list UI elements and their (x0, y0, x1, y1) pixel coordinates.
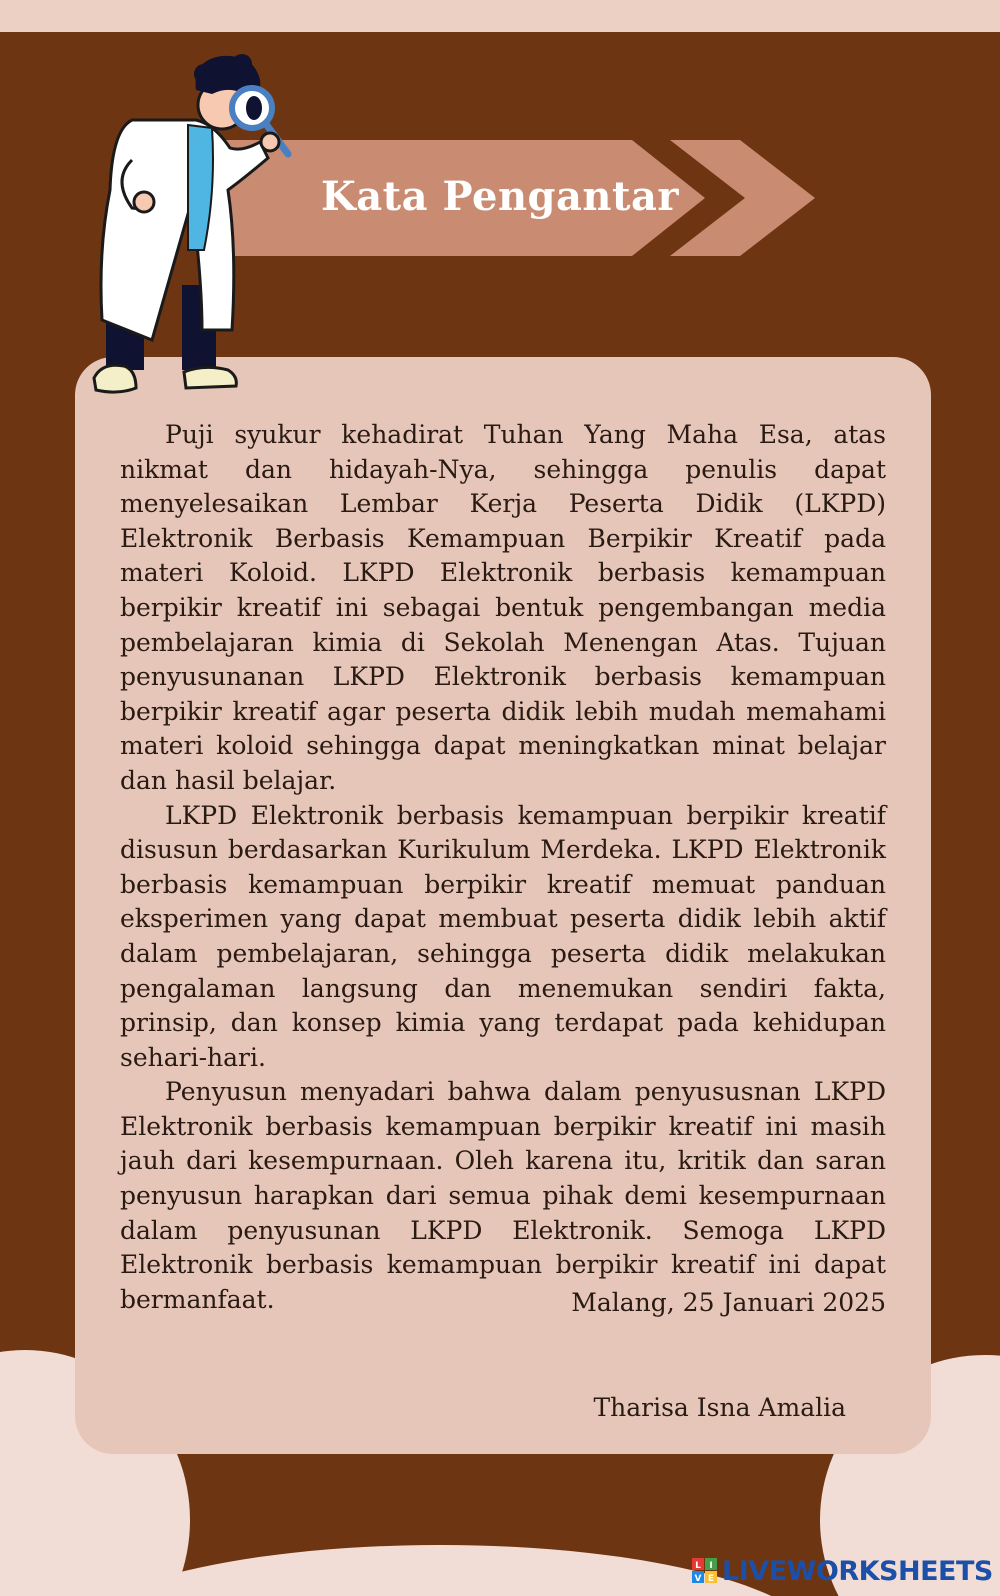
page-title: Kata Pengantar (321, 173, 679, 220)
watermark[interactable] (692, 1554, 992, 1590)
place-date: Malang, 25 Januari 2025 (571, 1288, 886, 1317)
paragraph-1: Puji syukur kehadirat Tuhan Yang Maha Esa, atas nikmat dan hidayah-Nya, sehingga penulis dapat menyelesaikan Lembar Kerja Peserta Didik (LKPD) Elektronik Berbasis Kemampuan Berpikir Kreatif pada materi Koloid. LKPD Elektronik berbasis kemampuan berpikir kreatif ini sebagai bentuk pengembangan media pembelajaran kimia di Sekolah Menengan Atas. Tujuan penyusunanan LKPD Elektronik berbasis kemampuan berpikir kreatif agar peserta didik lebih mudah memahami materi koloid sehingga dapat meningkatkan minat belajar dan hasil belajar. (120, 420, 886, 795)
top-strip (0, 0, 1000, 32)
logo-letter-i: I (709, 1561, 713, 1571)
body-text (120, 418, 886, 1317)
author-name: Tharisa Isna Amalia (593, 1393, 846, 1422)
logo-letter-e: E (707, 1574, 715, 1584)
scientist-with-magnifier-icon (92, 50, 312, 410)
logo-letter-l: L (695, 1561, 701, 1571)
watermark-text: LIVEWORKSHEETS (722, 1556, 993, 1587)
paragraph-3: Penyusun menyadari bahwa dalam penyususnan LKPD Elektronik berbasis kemampuan berpikir kreatif ini masih jauh dari kesempurnaan. Oleh karena itu, kritik dan saran penyusun harapkan dari semua pihak demi kesempurnaan dalam penyusunan LKPD Elektronik. Semoga LKPD Elektronik berbasis kemampuan berpikir kreatif ini dapat bermanfaat. (120, 1077, 886, 1314)
logo-letter-v: V (694, 1574, 702, 1584)
paragraph-2: LKPD Elektronik berbasis kemampuan berpikir kreatif disusun berdasarkan Kurikulum Merdeka. LKPD Elektronik berbasis kemampuan berpikir kreatif memuat panduan eksperimen yang dapat membuat peserta didik lebih aktif dalam pembelajaran, sehingga peserta didik melakukan pengalaman langsung dan menemukan sendiri fakta, prinsip, dan konsep kimia yang terdapat pada kehidupan sehari-hari. (120, 800, 886, 1072)
liveworksheets-logo-icon (692, 1558, 718, 1584)
